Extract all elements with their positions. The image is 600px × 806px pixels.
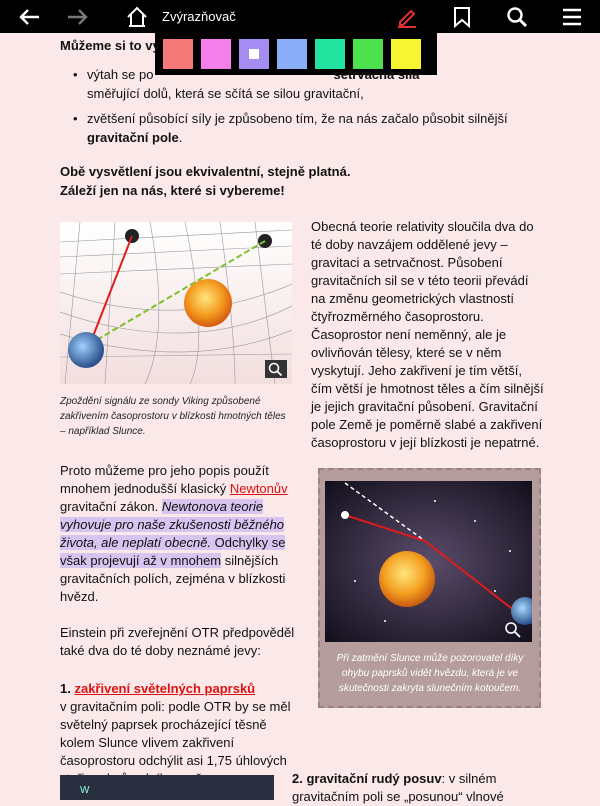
bullet-list — [87, 65, 557, 153]
light-bending-illustration[interactable] — [325, 481, 532, 642]
highlighted-text[interactable]: Newtonova teorie vyhovuje pro naše zkušenosti běžného života, ale neplatí obecně. — [60, 499, 285, 550]
einstein-paragraph: Einstein při zveřejnění OTR předpověděl také dva do té doby neznámé jevy: — [60, 625, 295, 658]
zoom-icon[interactable] — [265, 360, 287, 378]
toolbar-title: Zvýrazňovač — [162, 9, 236, 24]
newton-paragraph: Proto můžeme pro jeho popis použít mnohem jednodušší klasický Newtonův gravitační zákon. Newtonova teorie vyhovuje pro naše zkušenosti běžného života, ale neplatí obecně. Odchylky se však projevují až v mnohem silnějších gravitačních polích, zejména v blízkosti hvězd. — [60, 463, 288, 604]
svg-text:W: W — [80, 785, 90, 796]
intro-heading: Můžeme si to vy — [60, 38, 160, 53]
figure-caption: Při zatmění Slunce může pozorovatel díky ohybu paprsků vidět hvězdu, která je ve skutečnosti zakryta slunečním kotoučem. — [336, 653, 524, 694]
prediction-item-2: 2. gravitační rudý posuv: v silném gravitačním poli se „posunou“ vlnové — [292, 771, 504, 804]
forward-arrow-icon[interactable] — [58, 0, 98, 33]
newton-link[interactable]: Newtonův — [229, 481, 288, 496]
light-bending-link[interactable]: zakřivení světelných paprsků — [74, 681, 256, 696]
relativity-paragraph: Obecná teorie relativity sloučila dva do té doby navzájem oddělené jevy – gravitaci a setrvačnost. Působení gravitačních sil se v této teorii převádí na změnu geometrických vlastností čtyřrozměrného časoprostoru. Časoprostor není neměnný, ale je ovlivňován tělesy, které se v něm vyskytují. Jeho zakřivení je tím větší, čím větší je hmotnost těles a čím silnější je jejich gravitační působení. Gravitační pole Země je poměrně slabé a zakřivení časoprostoru v její blízkosti je nepatrné. — [311, 219, 544, 450]
back-arrow-icon[interactable] — [9, 0, 49, 33]
home-icon[interactable] — [117, 0, 157, 33]
list-item: • výtah se po setrvačná síla směřující dolů, která se sčítá se silou gravitační, — [87, 65, 557, 103]
equivalence-note: Obě vysvětlení jsou ekvivalentní, stejně platná. Záleží jen na nás, které si vybereme! — [60, 164, 351, 198]
figure-caption: Zpoždění signálu ze sondy Viking způsobené zakřivením časoprostoru v blízkosti hmotných těles – například Slunce. — [60, 396, 286, 437]
highlighted-text[interactable]: Odchylky se však projevují až v mnohem — [60, 535, 286, 568]
spacetime-curvature-illustration[interactable] — [60, 222, 292, 384]
redshift-figure[interactable] — [60, 775, 274, 800]
list-item: • zvětšení působící síly je způsobeno tím, že na nás začalo působit silnější gravitační pole. — [87, 109, 557, 147]
menu-icon[interactable] — [552, 0, 592, 33]
bookmark-icon[interactable] — [442, 0, 482, 33]
highlighter-pen-icon[interactable] — [387, 0, 427, 33]
search-icon[interactable] — [497, 0, 537, 33]
top-toolbar — [0, 0, 600, 33]
prediction-item-1: 1. zakřivení světelných paprsků v gravitačním poli: podle OTR by se měl světelný paprsek procházející těsně kolem Slunce vlivem zakřivení časoprostoru odchýlit asi 1,75 úhlových — [60, 681, 291, 768]
